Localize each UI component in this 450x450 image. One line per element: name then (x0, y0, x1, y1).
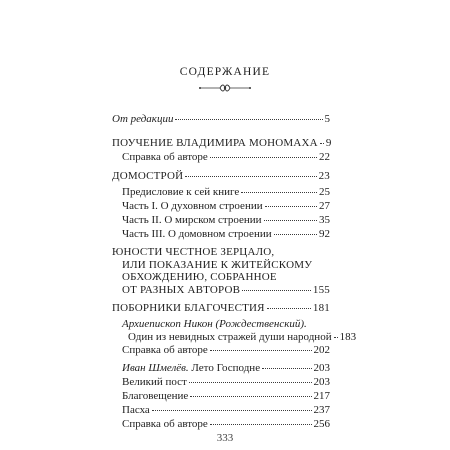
dot-leader (274, 234, 317, 235)
toc-entry-label: Справка об авторе (122, 418, 208, 430)
dot-leader (210, 424, 312, 425)
toc-entry-author: Архиепископ Никон (Рождественский). (122, 318, 307, 330)
toc-entry-domostroy[interactable] (112, 170, 330, 183)
toc-entry-label: Часть I. О духовном строении (122, 200, 263, 212)
toc-entry-last-line (112, 284, 330, 297)
toc-entry-last-line (122, 330, 357, 344)
toc-entry-label: ДОМОСТРОЙ (112, 170, 184, 182)
dot-leader (190, 396, 311, 397)
toc-page-number: 25 (319, 186, 330, 198)
toc-entry-label: Часть III. О домовном строении (122, 228, 272, 240)
dot-leader (210, 157, 317, 158)
toc-entry-label: ПОБОРНИКИ БЛАГОЧЕСТИЯ (112, 302, 265, 314)
toc-page-number: 181 (312, 302, 330, 314)
toc-page-number: 217 (313, 390, 330, 402)
toc-entry-label: От редакции (112, 113, 174, 125)
toc-page-number: 22 (319, 151, 330, 163)
dot-leader (262, 368, 311, 369)
toc-entry-pasha[interactable] (122, 404, 330, 417)
dot-leader (265, 206, 317, 207)
dot-leader (241, 192, 317, 193)
toc-page-number: 5 (324, 113, 330, 125)
toc-page-number: 203 (313, 376, 330, 388)
toc-entry-pobornik[interactable] (112, 302, 330, 315)
toc-page-number: 92 (319, 228, 330, 240)
page-number-folio: 333 (216, 432, 234, 444)
toc-entry-title: Один из невидных стражей души народной (128, 330, 332, 343)
dot-leader (334, 337, 338, 338)
toc-entry-title: Лето Господне (188, 362, 261, 374)
dot-leader (152, 410, 312, 411)
toc-page-number: 27 (319, 200, 330, 212)
toc-entry-label: Предисловие к сей книге (122, 186, 240, 198)
toc-entry-blagoveshchenie[interactable] (122, 390, 330, 403)
toc-entry-pouchenie-spravka[interactable] (122, 151, 330, 164)
toc-entry-label (122, 362, 260, 375)
toc-entry-label: Справка об авторе (122, 344, 208, 356)
toc-page-number: 202 (313, 344, 330, 356)
dot-leader (264, 220, 317, 221)
toc-entry-yunosti[interactable] (112, 246, 330, 296)
toc-page-number: 155 (312, 283, 330, 296)
dot-leader (210, 350, 312, 351)
toc-entry-velikiy-post[interactable] (122, 376, 330, 389)
toc-entry-label: Благовещение (122, 390, 189, 402)
toc-entry-shmelev-spravka[interactable] (122, 418, 330, 431)
toc-entry-line: ОТ РАЗНЫХ АВТОРОВ (122, 283, 241, 296)
toc-entry-label: Пасха (122, 404, 150, 416)
toc-page-number: 183 (339, 330, 357, 343)
toc-page-number: 9 (325, 137, 332, 149)
dot-leader (242, 290, 311, 291)
toc-entry-pouchenie[interactable] (112, 137, 330, 150)
toc-entry-shmelev[interactable] (122, 362, 330, 375)
toc-entry-label: Часть II. О мирском строении (122, 214, 262, 226)
dot-leader (189, 382, 312, 383)
toc-entry-label: Справка об авторе (122, 151, 208, 163)
toc-entry-label: Великий пост (122, 376, 187, 388)
toc-page-number: 35 (319, 214, 330, 226)
toc-entry-nikon-spravka[interactable] (122, 344, 330, 357)
toc-entry-line: ИЛИ ПОКАЗАНИЕ К ЖИТЕЙСКОМУ (122, 258, 313, 271)
toc-entry-chast-1[interactable] (122, 200, 330, 213)
toc-heading: СОДЕРЖАНИЕ (179, 66, 271, 78)
dot-leader (175, 119, 322, 120)
toc-entry-nikon[interactable] (122, 318, 357, 343)
dot-leader (320, 143, 324, 144)
dot-leader (185, 176, 316, 177)
dot-leader (267, 308, 311, 309)
toc-page-number: 256 (313, 418, 330, 430)
toc-entry-ot-redakcii[interactable] (112, 113, 330, 126)
toc-entry-chast-3[interactable] (122, 228, 330, 241)
toc-page-number: 237 (313, 404, 330, 416)
toc-entry-label: ПОУЧЕНИЕ ВЛАДИМИРА МОНОМАХА (112, 137, 318, 149)
toc-page-number: 23 (318, 170, 330, 182)
toc-entry-author: Иван Шмелёв. (122, 362, 189, 374)
toc-entry-chast-2[interactable] (122, 214, 330, 227)
toc-entry-line: ЮНОСТИ ЧЕСТНОЕ ЗЕРЦАЛО, (112, 246, 275, 258)
toc-page-number: 203 (313, 362, 330, 374)
toc-entry-line: ОБХОЖДЕНИЮ, СОБРАННОЕ (122, 271, 277, 283)
toc-entry-predislovie[interactable] (122, 186, 330, 199)
